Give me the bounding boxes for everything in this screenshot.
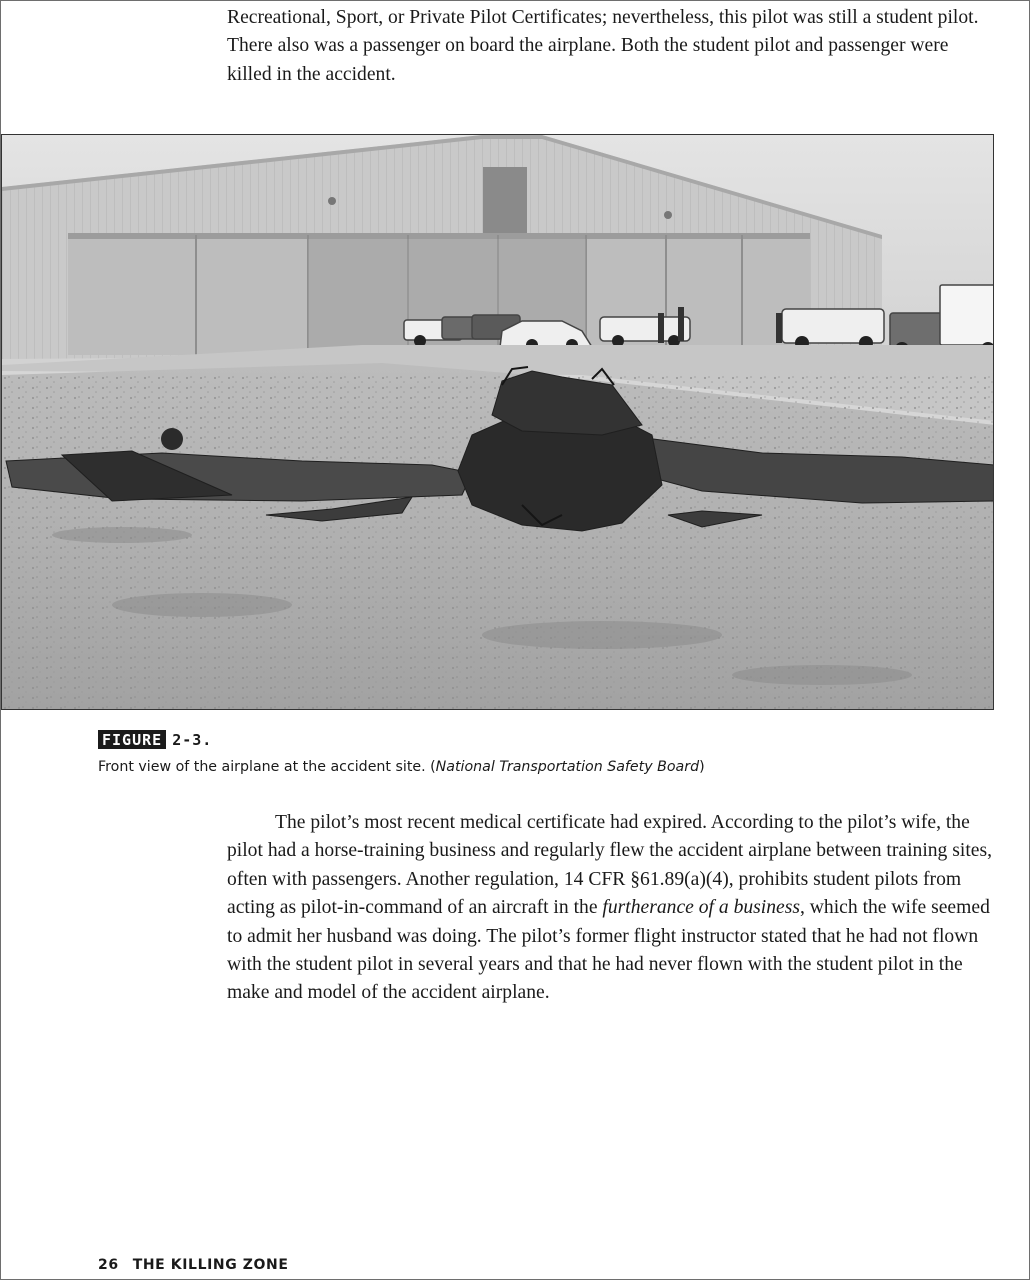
page-footer xyxy=(98,1257,289,1273)
body-paragraph-part1: The pilot’s most recent medical certificate had expired. According to the pilot’s wife, the pilot had a horse-training business and regularly flew the accident airplane between training sites, often with passengers. Another regulation, 14 CFR §61.89(a)(4), prohibits student pilots from acting as pilot-in-command of an aircraft in the xyxy=(227,812,992,919)
body-paragraph-emphasis: furtherance of a business xyxy=(602,897,800,919)
figure-caption xyxy=(98,757,958,777)
figure-number: 2-3. xyxy=(172,730,213,749)
page-number: 26 xyxy=(98,1257,119,1273)
accident-site-photo xyxy=(1,134,994,710)
body-paragraph-part2: , which the wife seemed to admit her husband was doing. The pilot’s former flight instructor stated that he had not flown with the student pilot in several years and that he had never flown with the student pilot in the make and model of the accident airplane. xyxy=(227,897,990,1004)
caption-credit: National Transportation Safety Board xyxy=(435,759,700,775)
figure-label xyxy=(98,730,212,749)
caption-close: ) xyxy=(699,759,705,775)
top-paragraph xyxy=(227,4,997,89)
caption-text: Front view of the airplane at the accident site. ( xyxy=(98,759,436,775)
running-title: THE KILLING ZONE xyxy=(132,1257,289,1273)
body-paragraph xyxy=(227,809,997,1008)
figure-tag: FIGURE xyxy=(98,730,166,749)
top-paragraph-text: Recreational, Sport, or Private Pilot Certificates; nevertheless, this pilot was still a student pilot. There also was a passenger on board the airplane. Both the student pilot and passenger were killed in the accident. xyxy=(227,7,979,85)
